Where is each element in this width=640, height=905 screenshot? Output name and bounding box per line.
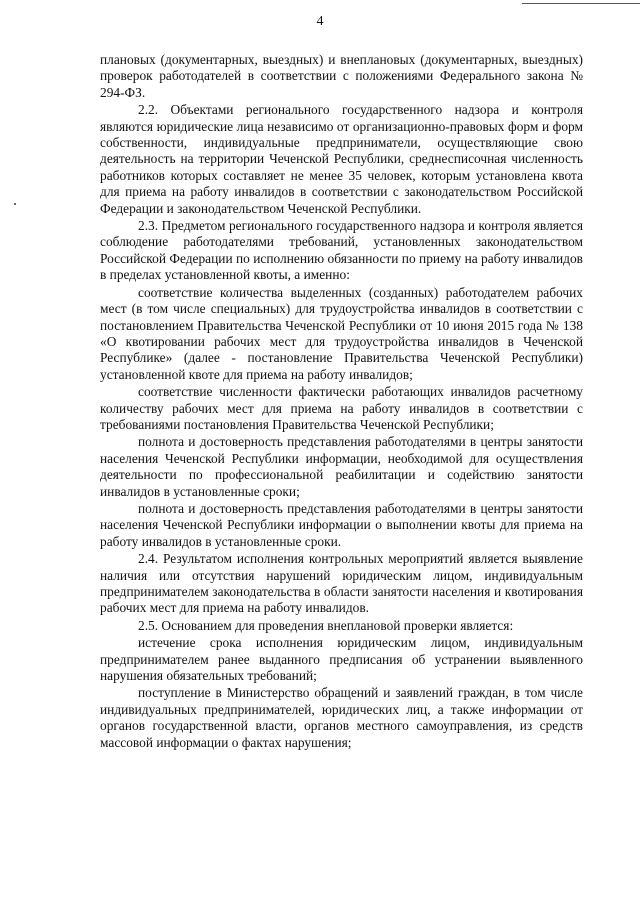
list-item-rehab-info: полнота и достоверность представления работодателями в центры занятости населения Чеченской Республики информации, необходимой для осуществления деятельности по профессиональной реабилитации и содействию занятости инвалидов в установленные сроки; xyxy=(100,434,583,499)
paragraph-2-3: 2.3. Предметом регионального государственного надзора и контроля является соблюдение работодателями требований, установленных законодательством Российской Федерации по исполнению обязанности по приему на работу инвалидов в пределах установленной квоты, а именно: xyxy=(100,218,583,283)
list-item-workplaces: соответствие количества выделенных (созданных) работодателем рабочих мест (в том числе специальных) для трудоустройства инвалидов в соответствии с постановлением Правительства Чеченской Республики от 10 июня 2015 года № 138 «О квотировании рабочих мест для трудоустройства инвалидов в Чеченской Республике» (далее - постановление Правительства Чеченской Республики) установленной квоте для приема на работу инвалидов; xyxy=(100,284,583,382)
top-rule xyxy=(522,3,640,4)
page-number: 4 xyxy=(316,14,324,29)
list-item-complaints: поступление в Министерство обращений и заявлений граждан, в том числе индивидуальных предпринимателей, юридических лиц, а также информации от органов государственной власти, органов местного самоуправления, из средств массовой информации о фактах нарушения; xyxy=(100,685,583,750)
list-item-employee-count: соответствие численности фактически работающих инвалидов расчетному количеству рабочих мест для приема на работу инвалидов в соответствии с требованиями постановления Правительства Чеченской Республики; xyxy=(100,384,583,432)
paragraph-continuation: плановых (документарных, выездных) и внеплановых (документарных, выездных) проверок работодателей в соответствии с положениями Федерального закона № 294-ФЗ. xyxy=(100,52,583,100)
list-item-order-expiry: истечение срока исполнения юридическим лицом, индивидуальным предпринимателем ранее выданного предписания об устранении выявленного нарушения обязательных требований; xyxy=(100,635,583,684)
paragraph-2-4: 2.4. Результатом исполнения контрольных мероприятий является выявление наличия или отсутствия нарушений юридическим лицом, индивидуальным предпринимателем законодательства в области занятости населения и квотирования рабочих мест для приема на работу инвалидов. xyxy=(100,551,583,616)
paragraph-2-2: 2.2. Объектами регионального государственного надзора и контроля являются юридические лица независимо от организационно-правовых форм и форм собственности, индивидуальные предприниматели, осуществляющие свою деятельность на территории Чеченской Республики, среднесписочная численность работников которых составляет не менее 35 человек, которым установлена квота для приема на работу инвалидов в соответствии с законодательством Российской Федерации и законодательством Чеченской Республики. xyxy=(100,102,583,216)
list-item-quota-info: полнота и достоверность представления работодателями в центры занятости населения Чеченской Республики информации о выполнении квоты для приема на работу инвалидов в установленные сроки. xyxy=(100,500,583,549)
document-body xyxy=(100,52,583,752)
paragraph-2-5: 2.5. Основанием для проведения внеплановой проверки является: xyxy=(138,617,514,633)
margin-mark xyxy=(14,203,16,205)
